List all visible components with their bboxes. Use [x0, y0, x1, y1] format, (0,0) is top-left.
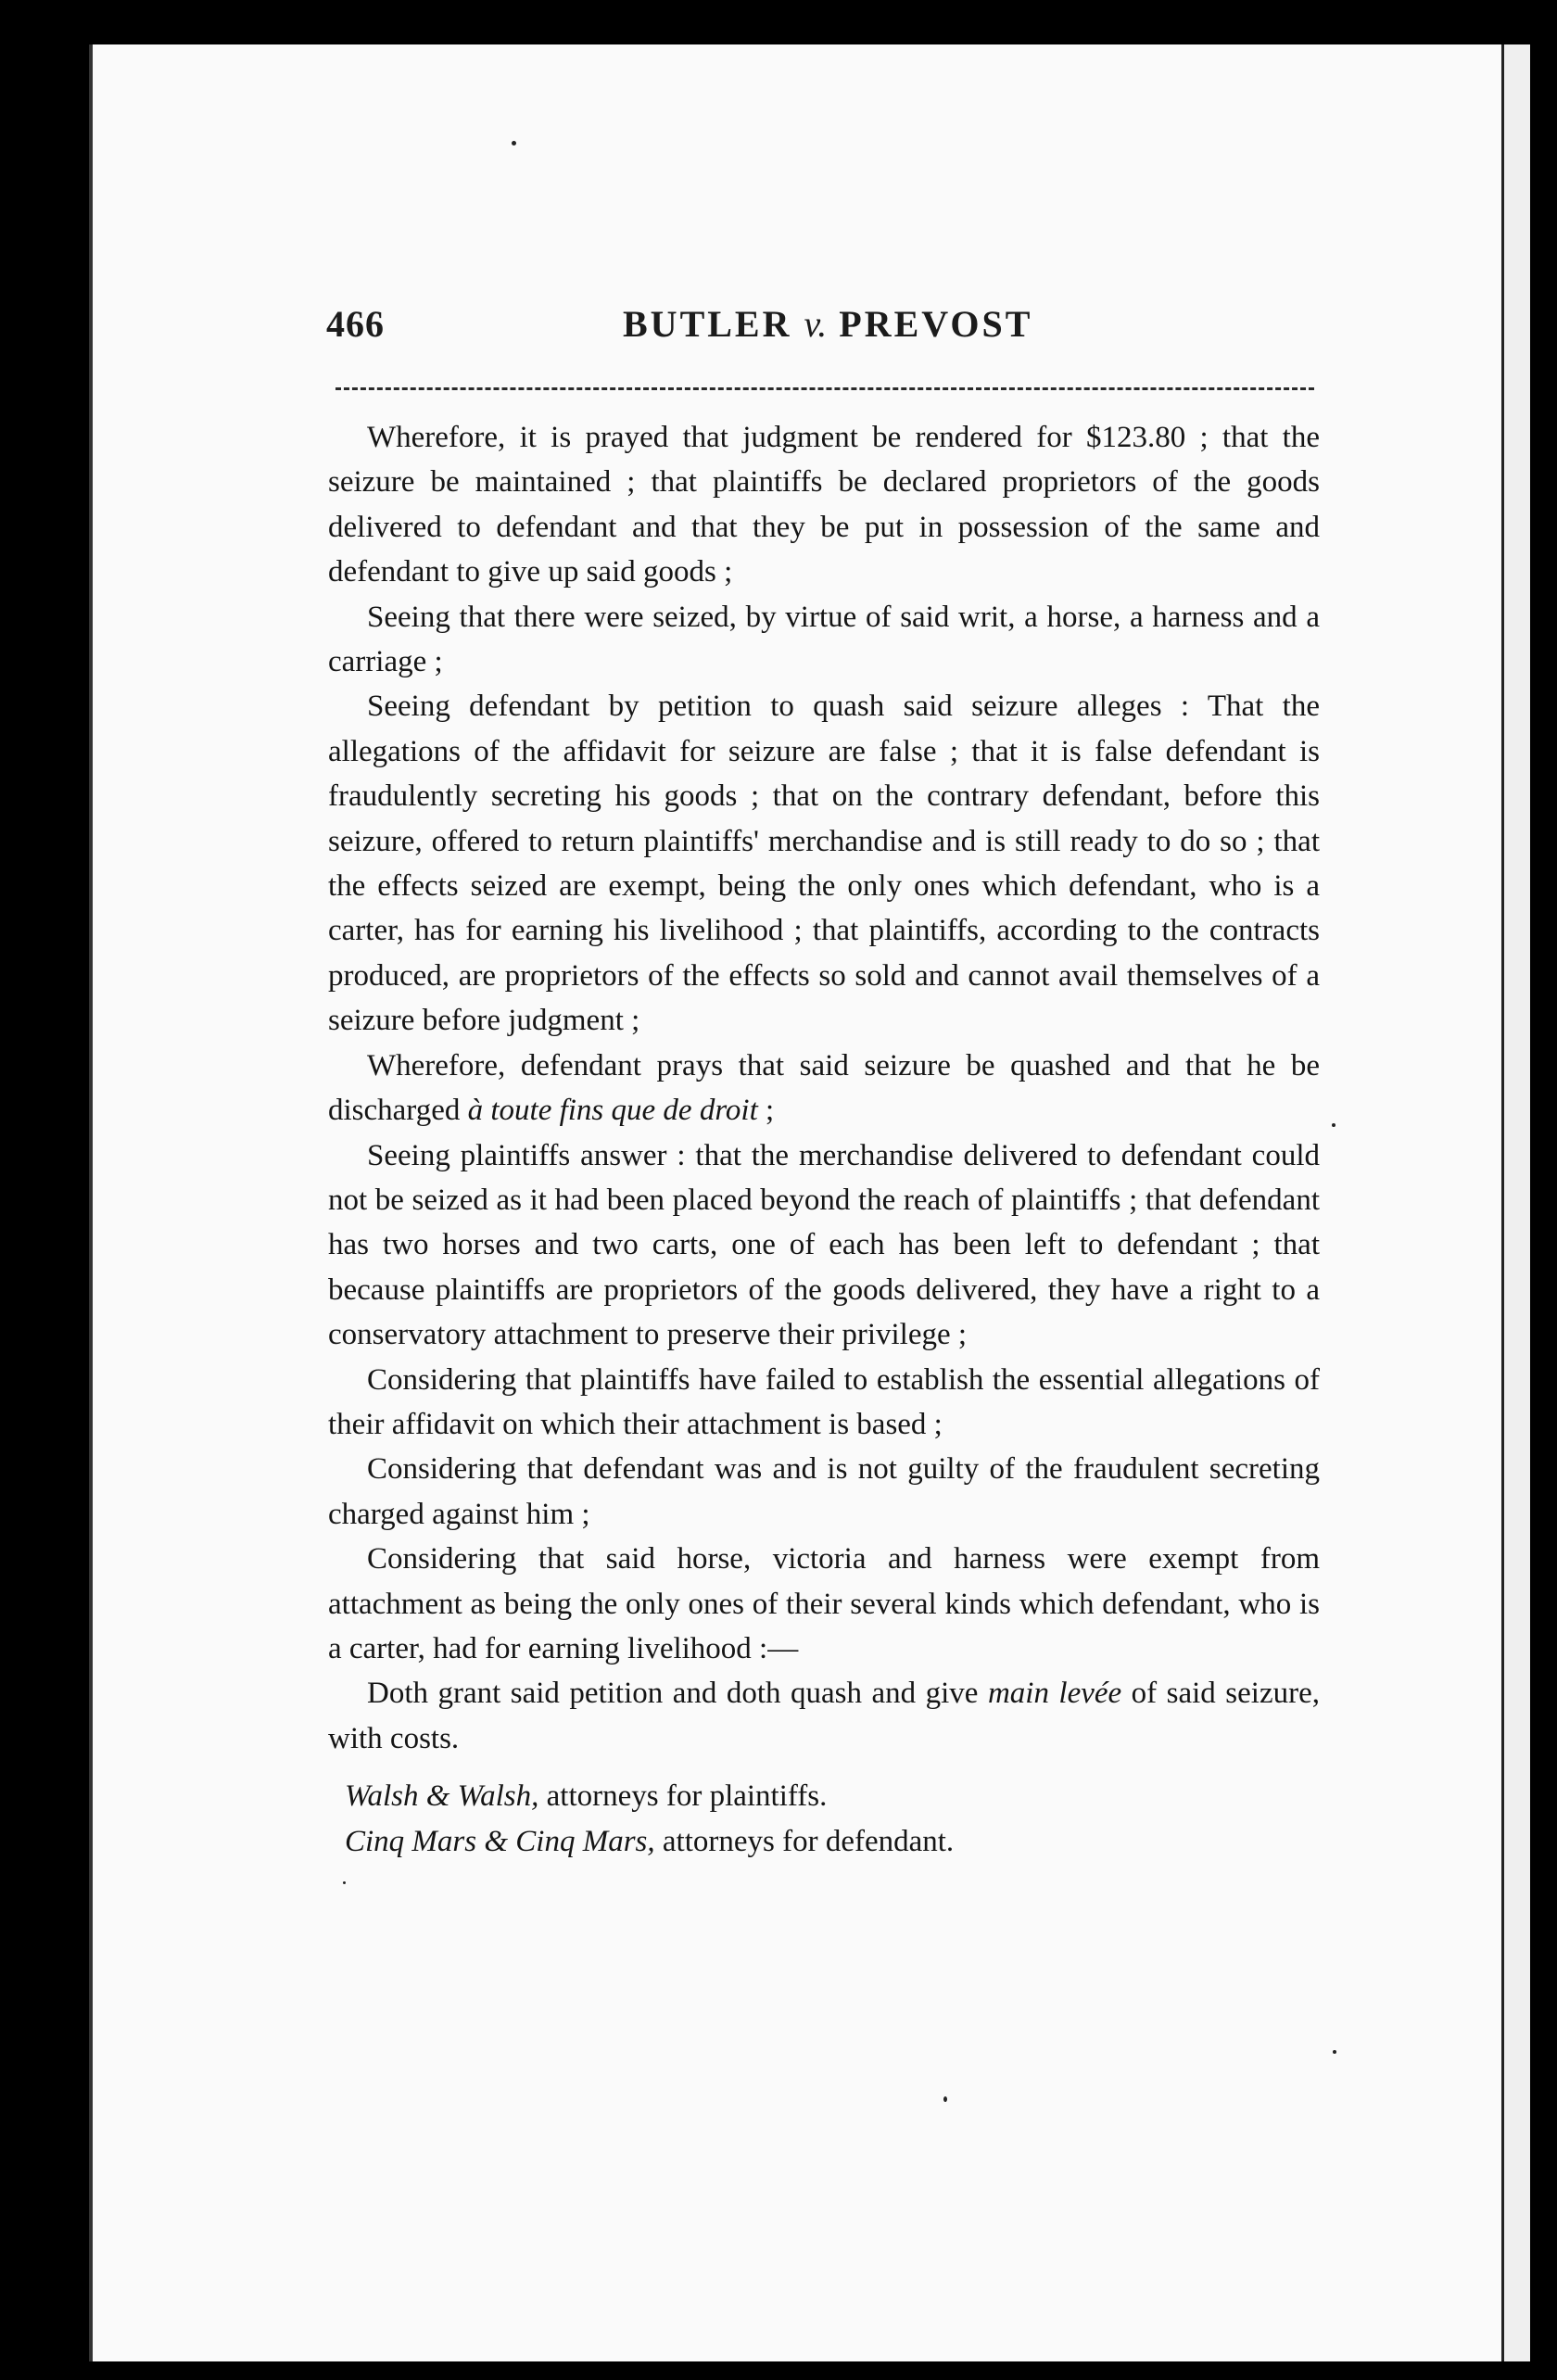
attorneys-defendant	[328, 1819, 1320, 1864]
case-party-defendant: PREVOST	[839, 303, 1033, 345]
paragraph-text: Wherefore, defendant prays that said seizure be quashed and that he be discharged	[328, 1048, 1320, 1128]
header-rule	[335, 387, 1314, 390]
paragraph-petition: Seeing defendant by petition to quash said seizure alleges : That the allegations of the affidavit for seizure are false ; that it is false defendant is fraudulently secreting his goods ; that on the contrary defendant, before this seizure, offered to return plaintiffs' merchandise and is still ready to do so ; that the effects seized are exempt, being the only ones which defendant, who is a carter, has for earning his livelihood ; that plaintiffs, according to the contracts produced, are proprietors of the effects so sold and cannot avail themselves of a seizure before judgment ;	[328, 690, 1320, 1038]
paragraph-text: ;	[757, 1094, 775, 1128]
scan-speck	[343, 1881, 346, 1884]
page-right-edge	[1501, 44, 1530, 2361]
paragraph-text: Doth grant said petition and doth quash and give	[367, 1677, 988, 1711]
attorney-role: attorneys for plaintiffs.	[538, 1779, 828, 1814]
judgment-text	[328, 415, 1320, 1864]
paragraph-seized-items: Seeing that there were seized, by virtue of said writ, a horse, a harness and a carriage ;	[328, 600, 1320, 679]
paragraph-considering-affidavit: Considering that plaintiffs have failed to establish the essential allegations of their affidavit on which their attachment is based ;	[328, 1362, 1320, 1441]
attorney-names: Walsh & Walsh,	[345, 1779, 539, 1814]
paragraph-defendant-prayer	[328, 1044, 1320, 1133]
scan-speck	[512, 141, 516, 146]
attorneys-plaintiffs	[328, 1774, 1320, 1818]
page-number: 466	[326, 303, 385, 345]
versus-abbreviation: v.	[804, 303, 828, 345]
attorney-role: attorneys for defendant.	[654, 1824, 955, 1858]
scan-speck	[1333, 2050, 1336, 2054]
paragraph-text: of said seizure, with costs.	[328, 1677, 1320, 1755]
scan-speck	[1332, 1123, 1335, 1127]
paragraph-considering-guilt: Considering that defendant was and is not guilty of the fraudulent secreting charged against him ;	[328, 1452, 1320, 1531]
paragraph-plaintiffs-answer: Seeing plaintiffs answer : that the merchandise delivered to defendant could not be seized as it had been placed beyond the reach of plaintiffs ; that defendant has two horses and two carts, one of each has been left to defendant ; that because plaintiffs are proprietors of the goods delivered, they have a right to a conservatory attachment to preserve their privilege ;	[328, 1138, 1320, 1352]
scan-speck	[943, 2096, 947, 2102]
paragraph-judgment	[328, 1671, 1320, 1761]
latin-phrase: à toute fins que de droit	[467, 1094, 758, 1128]
page-header	[326, 302, 1318, 358]
latin-phrase: main levée	[987, 1677, 1122, 1711]
attorney-names: Cinq Mars & Cinq Mars,	[345, 1824, 655, 1858]
paragraph-considering-exempt: Considering that said horse, victoria and harness were exempt from attachment as being the only ones of their several kinds which defendant, who is a carter, had for earning livelihood :—	[328, 1542, 1320, 1665]
case-party-plaintiff: BUTLER	[623, 303, 792, 345]
paragraph-prayer: Wherefore, it is prayed that judgment be rendered for $123.80 ; that the seizure be maintained ; that plaintiffs be declared proprietors of the goods delivered to defendant and that they be put in possession of the same and defendant to give up said goods ;	[328, 421, 1320, 589]
running-head	[623, 302, 1032, 346]
